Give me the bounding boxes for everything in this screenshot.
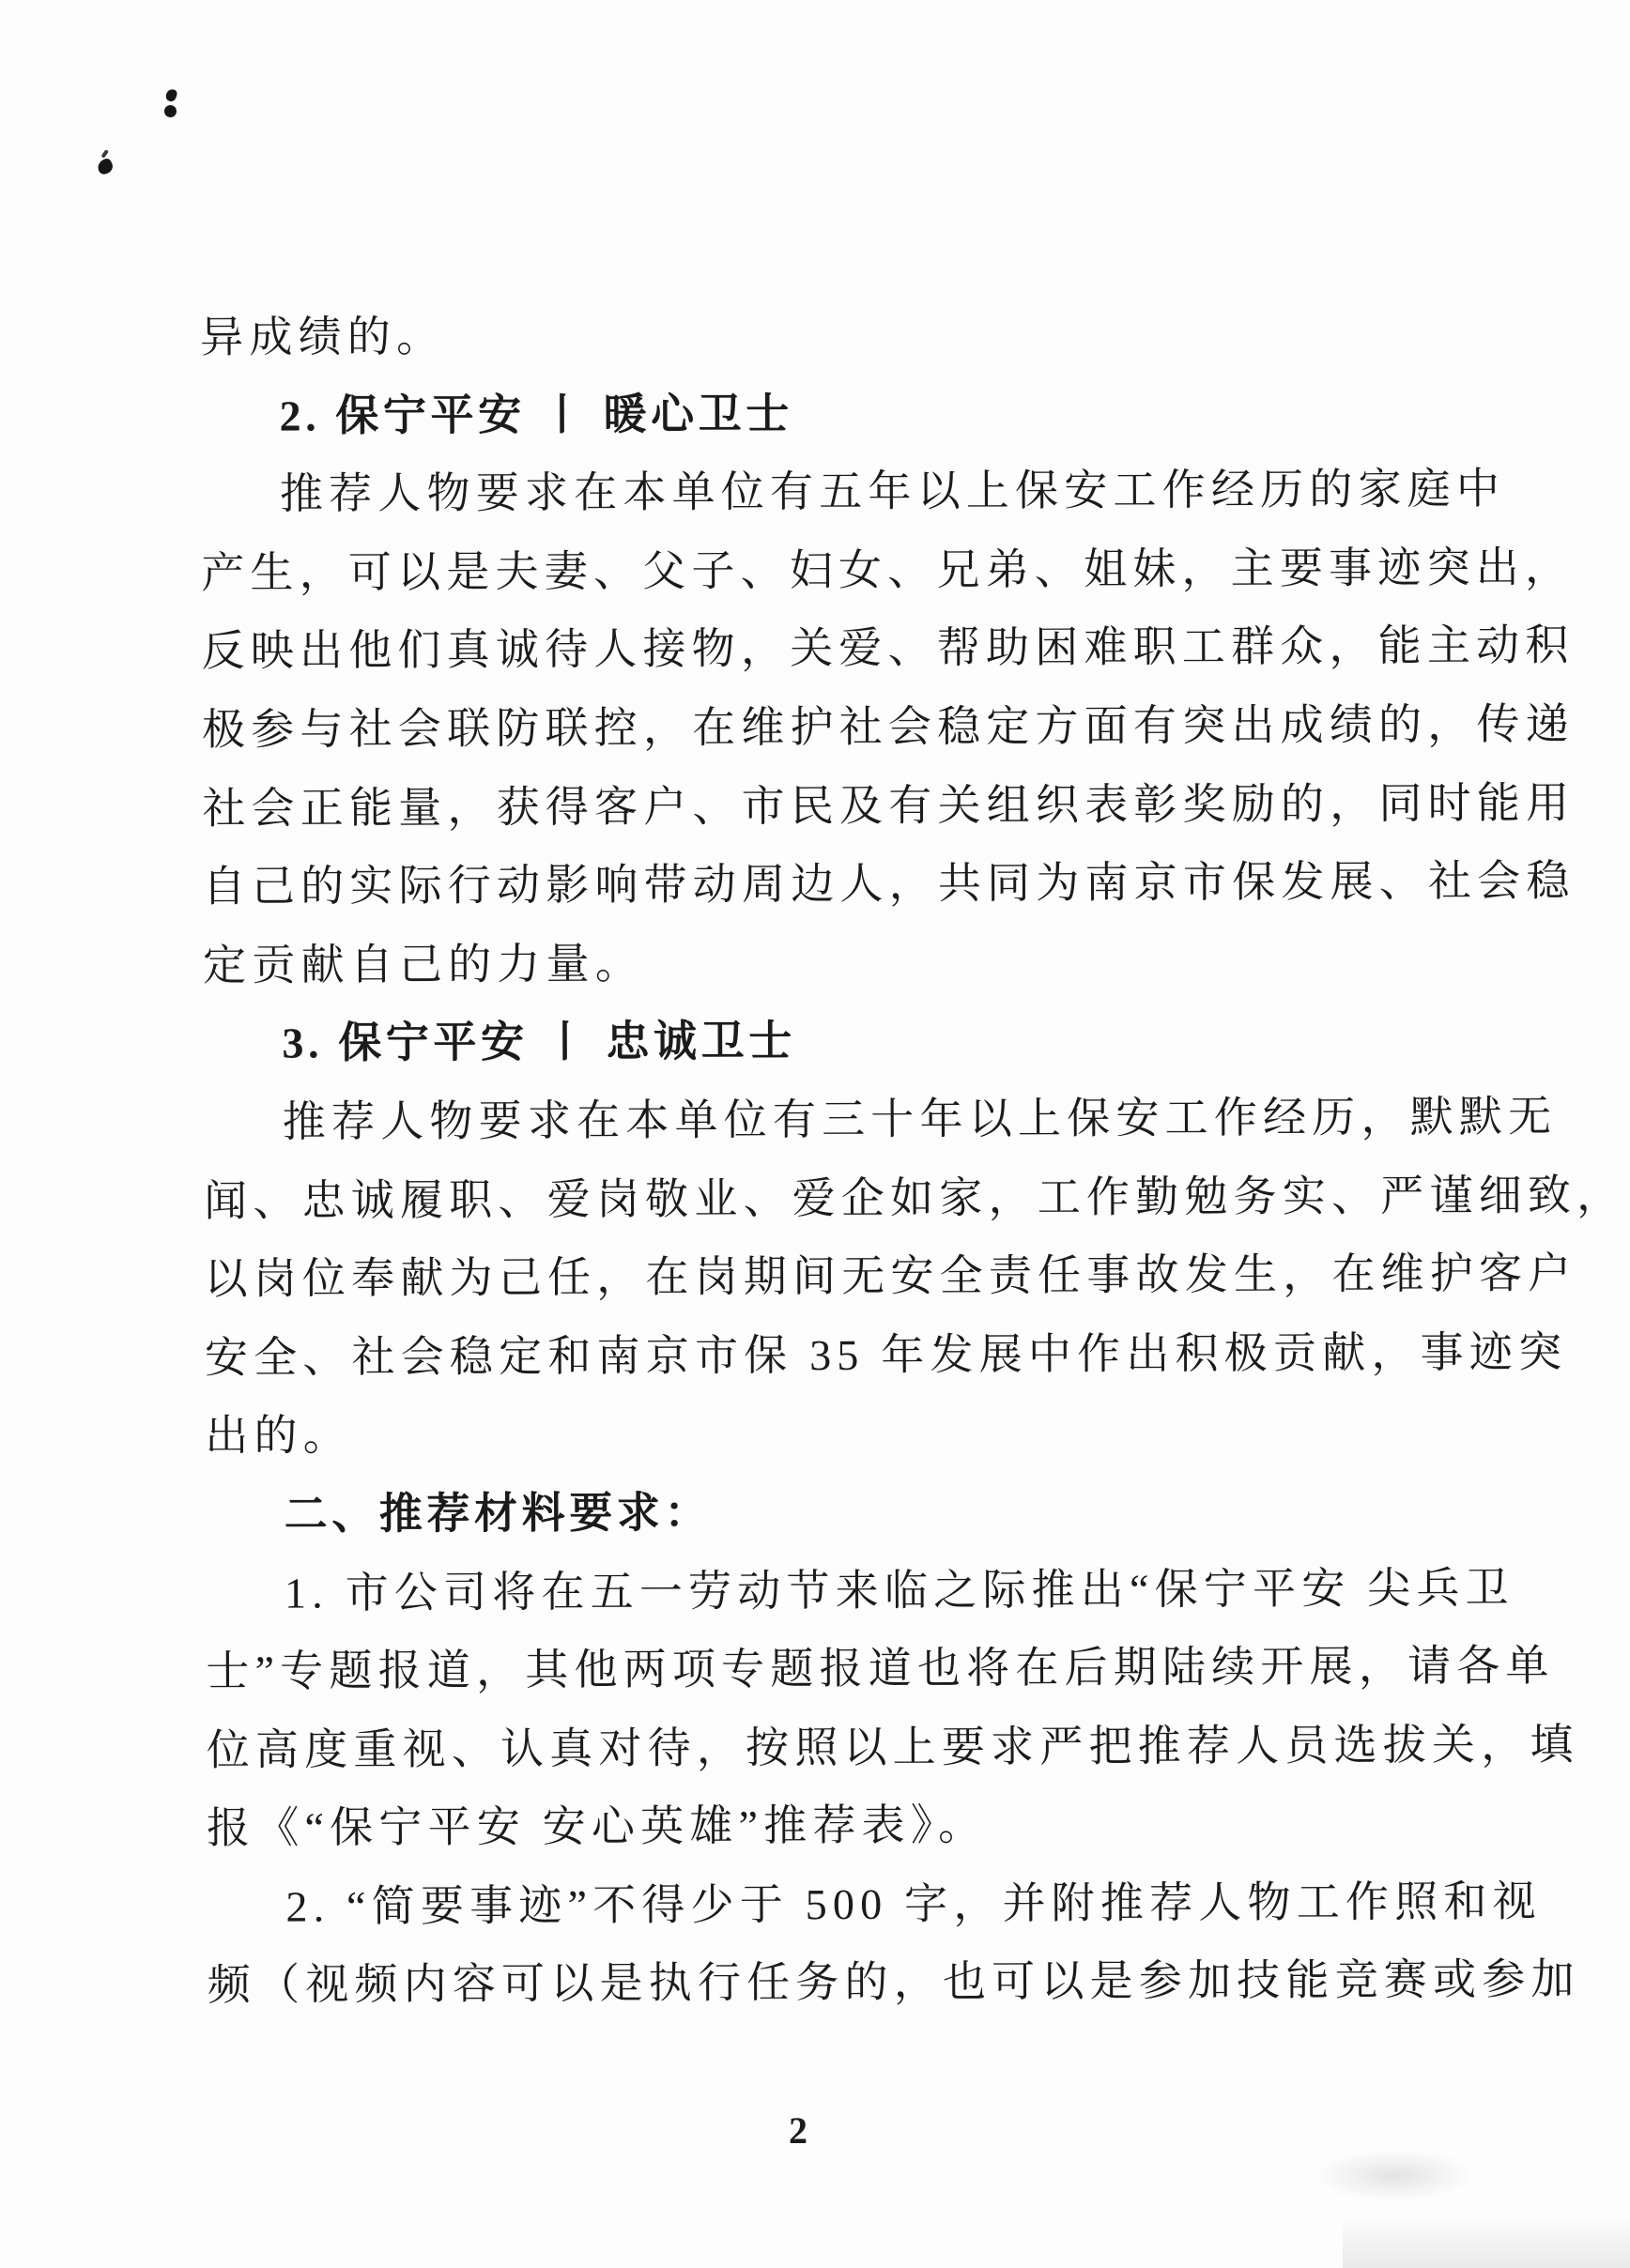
text-line: 以岗位奉献为己任，在岗期间无安全责任事故发生，在维护客户	[204, 1249, 1577, 1304]
text-line: 推荐人物要求在本单位有五年以上保安工作经历的家庭中	[279, 465, 1506, 518]
section-heading: 2. 保宁平安 丨 暖心卫士	[279, 389, 794, 440]
text-line: 2. “简要事迹”不得少于 500 字，并附推荐人物工作照和视	[285, 1877, 1542, 1931]
text-line: 异成绩的。	[200, 312, 446, 361]
ink-speck	[164, 88, 177, 103]
text-line: 反映出他们真诚待人接物，关爱、帮助困难职工群众，能主动积	[201, 621, 1575, 676]
section-heading: 二、推荐材料要求：	[284, 1488, 713, 1539]
text-line: 推荐人物要求在本单位有三十年以上保安工作经历，默默无	[282, 1092, 1558, 1146]
text-line: 安全、社会稳定和南京市保 35 年发展中作出积极贡献，事迹突	[204, 1327, 1568, 1382]
text-line: 出的。	[205, 1411, 353, 1461]
text-line: 士”专题报道，其他两项专题报道也将在后期陆续开展，请各单	[206, 1641, 1555, 1696]
text-line: 社会正能量，获得客户、市民及有关组织表彰奖励的，同时能用	[202, 778, 1576, 833]
text-line: 闻、忠诚履职、爱岗敬业、爱企如家，工作勤勉务实、严谨细致，	[204, 1170, 1626, 1225]
text-line: 频（视频内容可以是执行任务的，也可以是参加技能竞赛或参加	[207, 1955, 1580, 2010]
text-line: 产生，可以是夫妻、父子、妇女、兄弟、姐妹，主要事迹突出，	[201, 543, 1575, 597]
ink-speck	[164, 105, 177, 117]
text-line: 位高度重视、认真对待，按照以上要求严把推荐人员选拔关，填	[206, 1720, 1579, 1774]
text-line: 定贡献自己的力量。	[202, 939, 645, 989]
scan-smudge	[1343, 2215, 1630, 2268]
page-number: 2	[789, 2109, 807, 2152]
section-heading: 3. 保宁平安 丨 忠诚卫士	[282, 1017, 796, 1067]
scan-smudge	[1315, 2150, 1474, 2201]
text-line: 报《“保宁平安 安心英雄”推荐表》。	[206, 1801, 988, 1853]
text-line: 极参与社会联防联控，在维护社会稳定方面有突出成绩的，传递	[201, 699, 1575, 754]
text-line: 自己的实际行动影响带动周边人，共同为南京市保发展、社会稳	[202, 856, 1576, 912]
text-line: 1. 市公司将在五一劳动节来临之际推出“保宁平安 尖兵卫	[284, 1563, 1515, 1617]
document-text	[200, 293, 1626, 2025]
ink-speck	[96, 157, 115, 176]
